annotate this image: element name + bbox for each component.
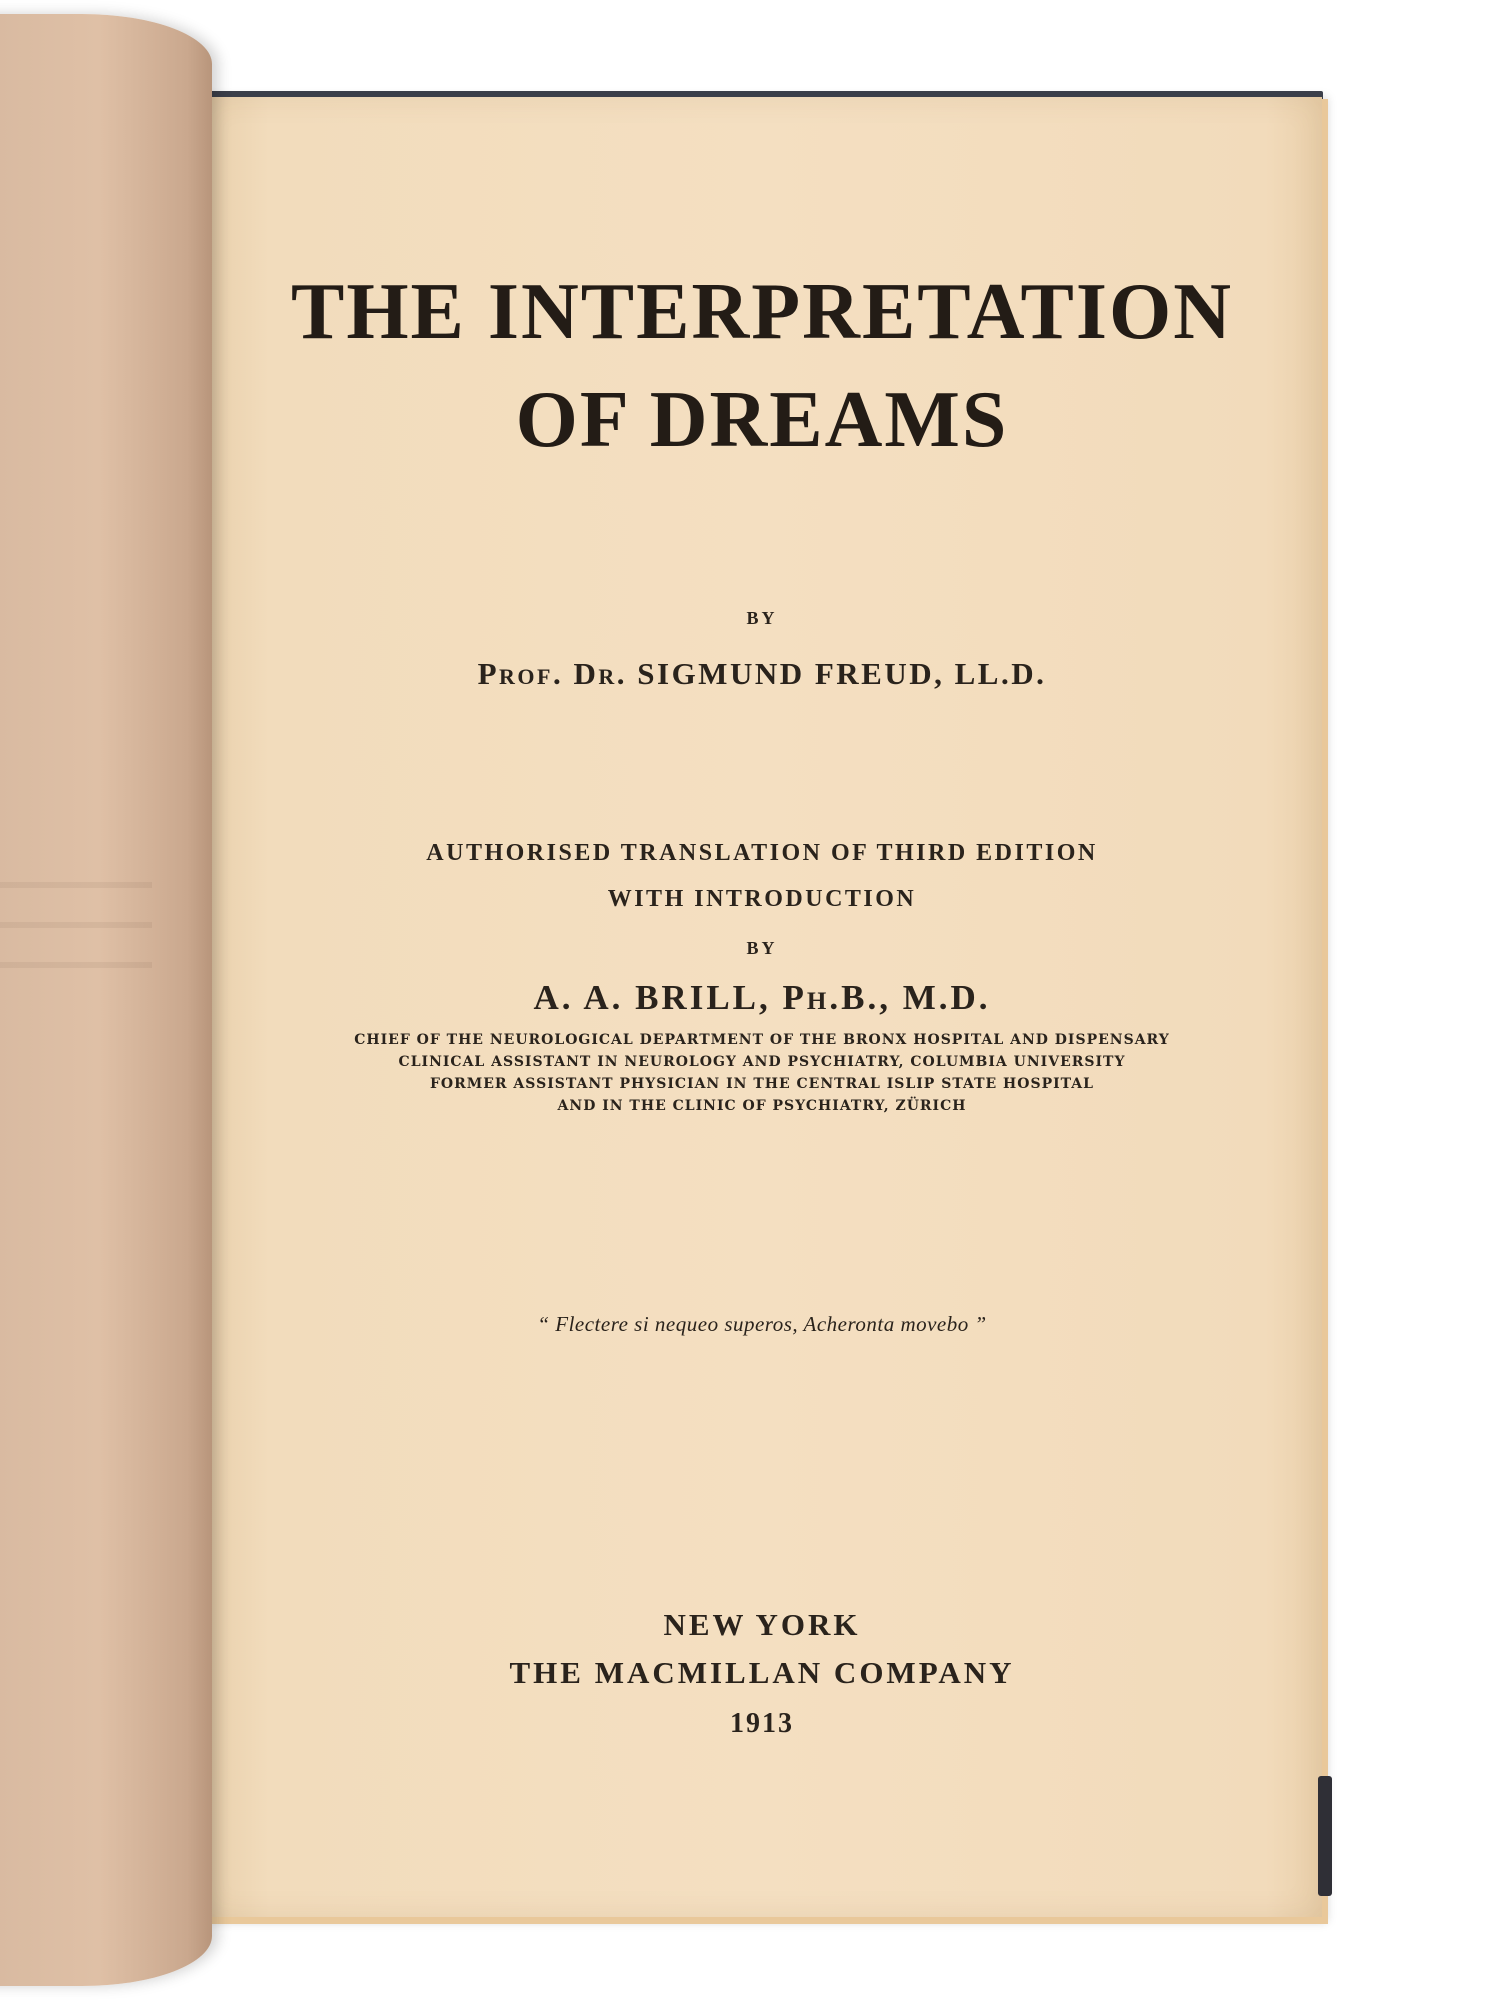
translator-md: M.D. xyxy=(902,978,991,1017)
credentials-line-4: AND IN THE CLINIC OF PSYCHIATRY, ZÜRICH xyxy=(557,1098,967,1114)
translator-degrees: Ph.B., xyxy=(782,978,891,1017)
imprint-year: 1913 xyxy=(730,1708,794,1739)
show-through-text xyxy=(0,882,152,992)
translator-name: A. A. BRILL, xyxy=(533,978,771,1017)
translator-line xyxy=(202,978,1322,1018)
author-line xyxy=(202,656,1322,692)
imprint-city: NEW YORK xyxy=(663,1607,861,1642)
author-prefix: Prof. Dr. xyxy=(477,656,628,691)
binding-clasp xyxy=(1318,1776,1332,1896)
author-name: SIGMUND FREUD, LL.D. xyxy=(637,656,1047,691)
by-label-translator: BY xyxy=(746,938,778,958)
credentials-line-1: CHIEF OF THE NEUROLOGICAL DEPARTMENT OF THE BRONX HOSPITAL AND DISPENSARY xyxy=(354,1032,1170,1048)
credentials-line-2: CLINICAL ASSISTANT IN NEUROLOGY AND PSYCHIATRY, COLUMBIA UNIVERSITY xyxy=(398,1054,1126,1070)
by-label-author: BY xyxy=(746,608,778,628)
translation-line-1: AUTHORISED TRANSLATION OF THIRD EDITION xyxy=(426,840,1098,866)
epigraph: “ Flectere si nequeo superos, Acheronta movebo ” xyxy=(537,1312,987,1336)
title-line-1: THE INTERPRETATION xyxy=(290,268,1234,356)
imprint-publisher: THE MACMILLAN COMPANY xyxy=(509,1655,1015,1690)
credentials-line-3: FORMER ASSISTANT PHYSICIAN IN THE CENTRAL ISLIP STATE HOSPITAL xyxy=(429,1076,1094,1092)
facing-page xyxy=(0,14,212,1986)
translation-line-2: WITH INTRODUCTION xyxy=(607,886,917,912)
title-line-2: OF DREAMS xyxy=(515,376,1009,464)
